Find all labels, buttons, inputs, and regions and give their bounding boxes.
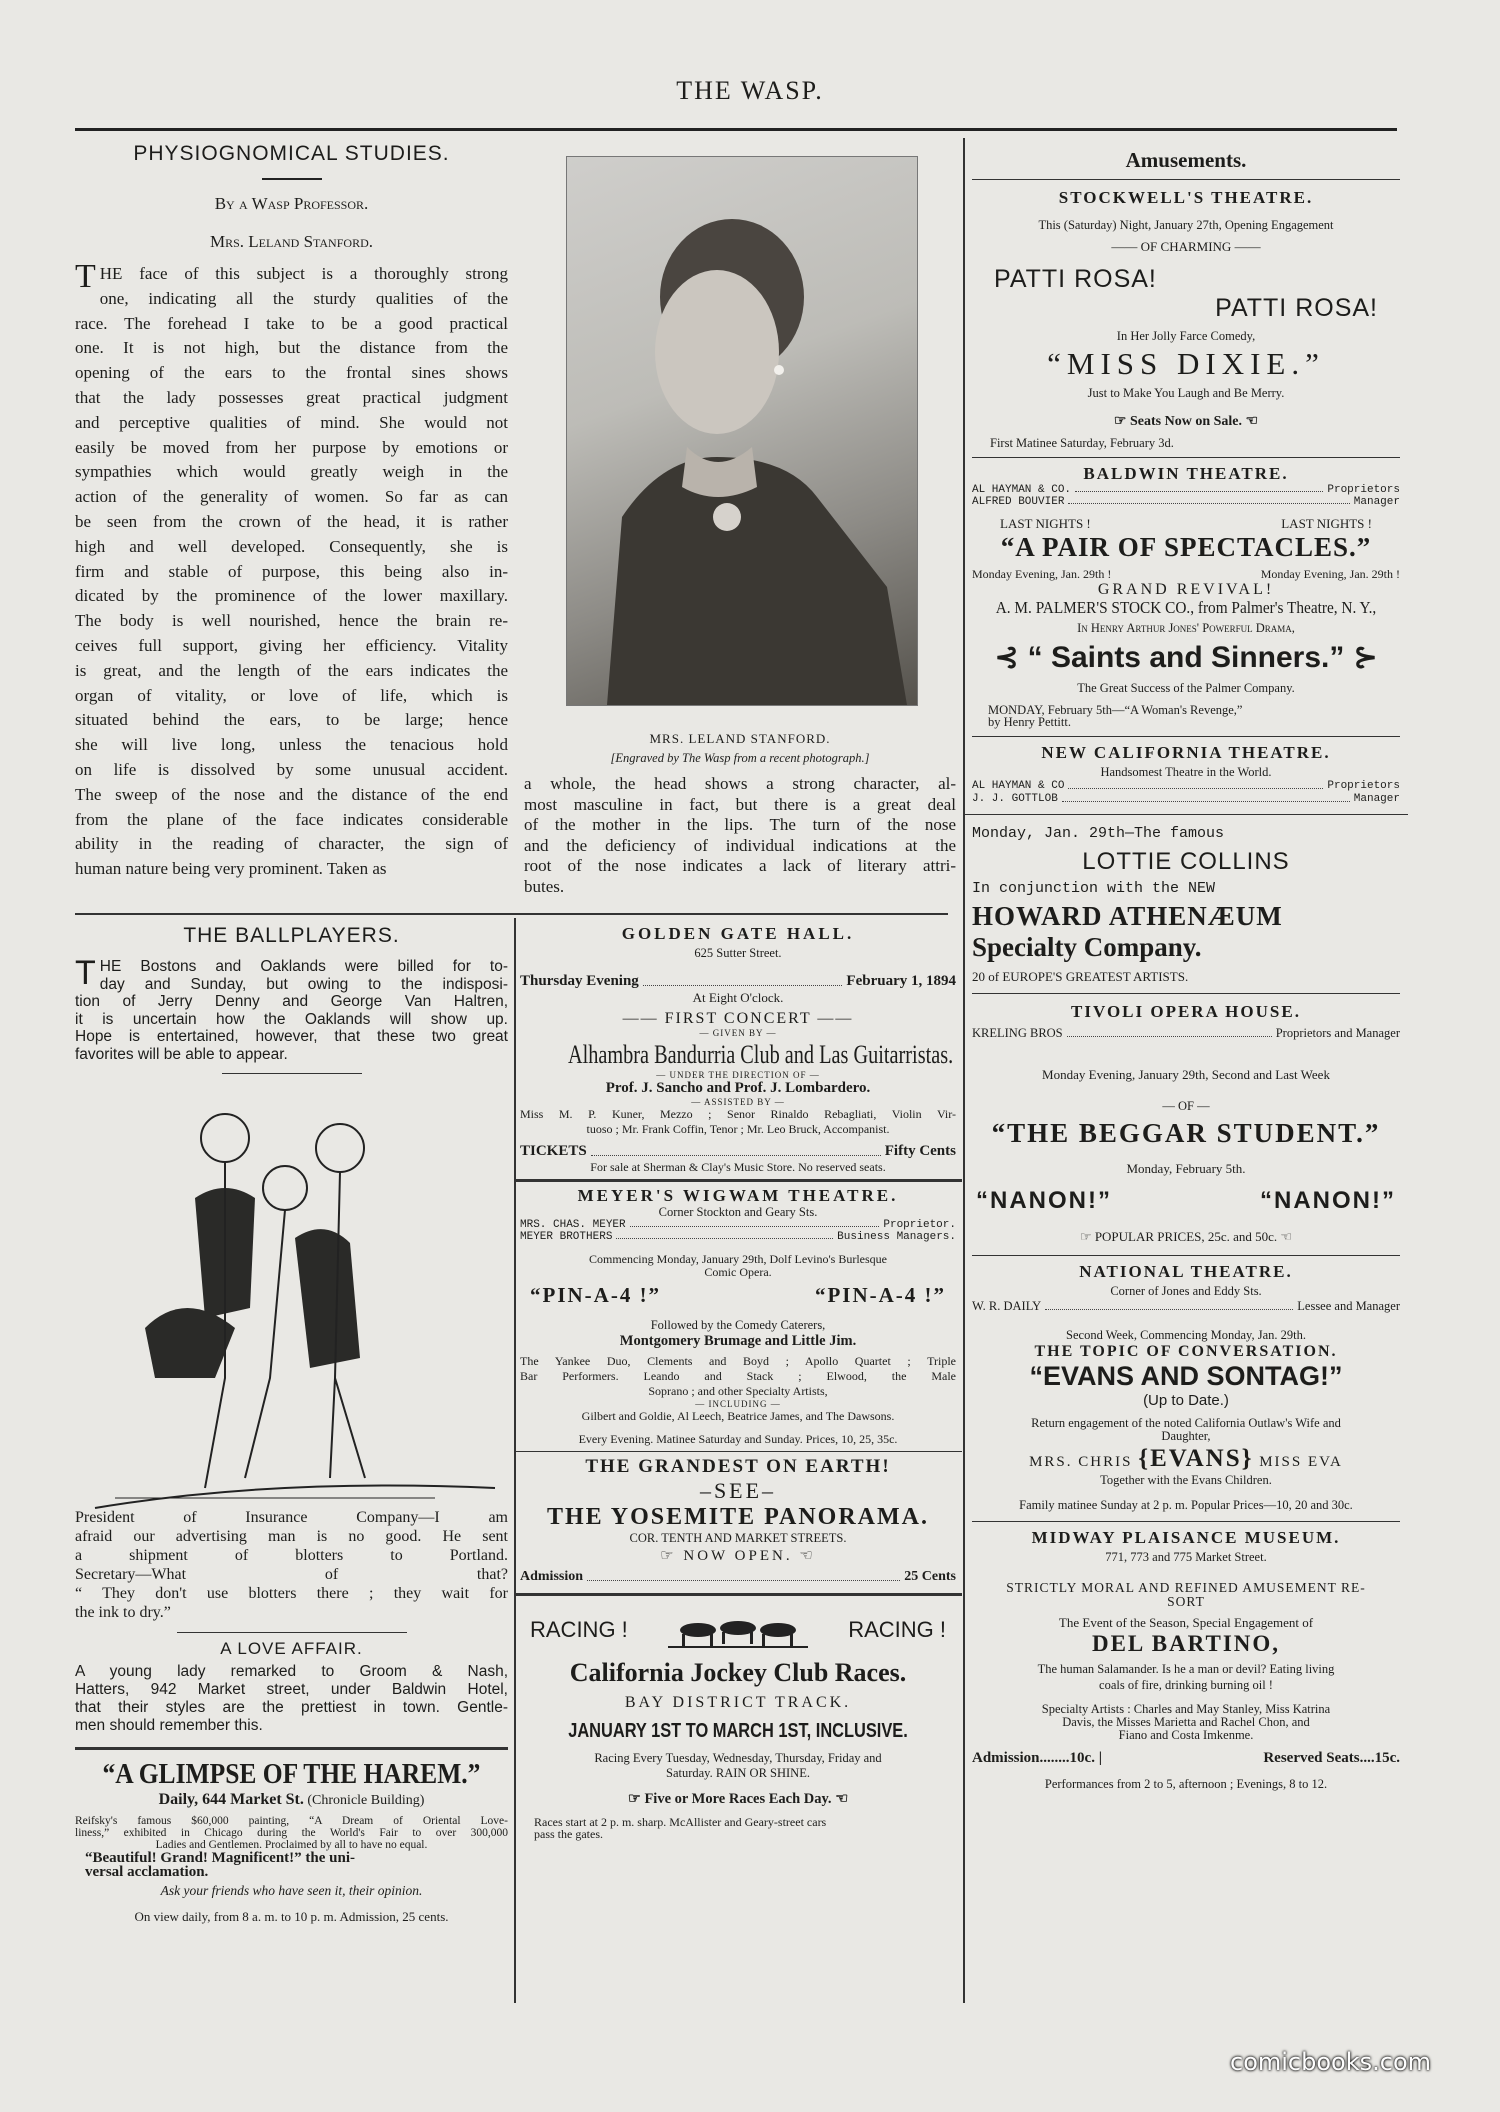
human-line-2: coals of fire, drinking burning oil ! [1099,1678,1273,1692]
text-line: The sweep of the nose and the distance of the end [75,784,508,804]
show-title: “MISS DIXIE.” [1047,346,1325,381]
text-line: day and Sunday, but owing to the indisposi- [99,975,508,993]
midway-plaisance-museum-ad [972,1528,1400,1792]
howard-title: HOWARD ATHENÆUM [972,901,1283,931]
text-line: organ of vitality, or love of life, which is [75,685,508,705]
address: Daily, 644 Market St. [158,1791,304,1808]
owner-row [972,1026,1400,1041]
reserved-label: Reserved Seats [1263,1750,1360,1766]
ad-line: —— OF CHARMING —— [1111,239,1261,254]
prices-text: POPULAR PRICES, 25c. and 50c. [1094,1229,1278,1244]
days-line-1: Racing Every Tuesday, Wednesday, Thursday, Friday and [594,1751,882,1765]
horses-icon [668,1610,808,1650]
rule [972,736,1400,737]
ad-title: NEW CALIFORNIA THEATRE. [1041,743,1331,762]
text-line: ability in the reading of character, the sign of [75,834,508,854]
start-lines [520,1816,956,1840]
date-right: February 1, 1894 [846,973,956,989]
yosemite-panorama-ad [520,1456,956,1585]
text-line: root of the nose indicates a lack of literary attri- [524,856,956,875]
rule [514,1593,962,1596]
page-header: THE WASP. [676,76,824,105]
ad-line: — ASSISTED BY — [691,1097,785,1107]
text-line: tion of Jerry Denny and George Van Haltren, [75,993,508,1010]
ad-line: First Matinee Saturday, February 3d. [990,436,1174,450]
staff-role: Manager [1353,793,1400,805]
rule [177,1632,407,1633]
staff-list [972,780,1400,806]
baldwin-theatre-ad [972,464,1400,728]
nanon-left: “NANON!” [976,1187,1112,1214]
text-line: Soprano ; and other Specialty Artists, [648,1384,828,1398]
rule [964,814,1408,815]
feb-line-1: MONDAY, February 5th—“A Woman's Revenge,” [988,703,1243,717]
stars: Montgomery Brumage and Little Jim. [619,1333,857,1349]
staff-role: Proprietors [1327,484,1400,496]
tickets-left: TICKETS [520,1143,587,1159]
address-note: (Chronicle Building) [307,1793,425,1808]
article-body [75,954,508,1063]
prices-line: ☞ POPULAR PRICES, 25c. and 50c. ☜ [1079,1229,1293,1244]
text-line: opening of the ears to the frontal sines shows [75,363,508,383]
staff-role: Proprietor. [883,1219,956,1231]
star-name: PATTI ROSA! [994,265,1157,293]
staff-role: Proprietors [1327,780,1400,792]
article-title: A LOVE AFFAIR. [220,1639,363,1658]
admission-right: 25 Cents [904,1569,956,1584]
ad-body [75,1815,508,1851]
text-line: human nature being very prominent. Taken as [75,859,387,879]
ad-title: “A GLIMPSE OF THE HAREM.” [102,1758,481,1790]
ad-line: Handsomest Theatre in the World. [1100,765,1272,779]
ballplayers-article [75,924,508,1925]
days-line-2: Saturday. RAIN OR SHINE. [666,1766,810,1780]
text-line: firm and stable of purpose, this being also in- [75,561,508,581]
text-line: action of the generality of women. So far as can [75,487,508,507]
ad-line: This (Saturday) Night, January 27th, Opening Engagement [1038,218,1334,232]
admission-price: 10c. [1069,1750,1095,1766]
acts-lines [520,1354,956,1399]
miss: MISS EVA [1259,1454,1343,1470]
photo-caption: MRS. LELAND STANFORD. [649,731,831,746]
staff-name: AL HAYMAN & CO. [972,484,1072,496]
leader [630,1219,880,1227]
ad-title: GOLDEN GATE HALL. [621,924,855,943]
ad-line: — OF — [1162,1099,1210,1113]
ad-title: California Jockey Club Races. [569,1658,907,1687]
ad-title: THE YOSEMITE PANORAMA. [546,1504,929,1530]
text-line: race. The forehead I take to be a good practical [75,313,508,333]
leader [643,973,843,986]
moral-lines [972,1581,1400,1609]
text-line: liness,” exhibited in Chicago during the World's Fair to over 300,000 [75,1827,508,1839]
leader [616,1231,833,1239]
five-text: Five or More Races Each Day. [644,1791,832,1807]
commencing-line-2: Comic Opera. [704,1265,772,1279]
text-line: be seen from the crown of the head, it is rather [75,511,508,531]
saints-title: ⊰ “ Saints and Sinners.” ⊱ [994,641,1378,674]
title-rule [262,178,322,180]
text-line: Secretary—What of that? [75,1566,508,1583]
show-title: “THE BEGGAR STUDENT.” [991,1118,1381,1148]
admission-row [520,1569,956,1585]
nanon-row [972,1187,1400,1215]
star-name: PATTI ROSA! [1215,294,1378,322]
national-theatre-ad [972,1262,1400,1513]
ad-line: Corner Stockton and Geary Sts. [658,1205,818,1219]
text-line: the ink to dry.” [75,1604,171,1621]
middle-ads-column [520,924,956,1840]
return-lines [972,1417,1400,1443]
rule [972,179,1400,180]
staff-row [520,1231,956,1243]
right-column-divider [963,138,965,2003]
address-line [75,1791,508,1809]
text-line: Hope is entertained, however, that these two great [75,1028,508,1045]
grandest: THE GRANDEST ON EARTH! [585,1456,891,1477]
rule [972,1521,1400,1522]
ad-line: For sale at Sherman & Clay's Music Store. No reserved seats. [590,1160,886,1174]
evans-row: MRS. CHRIS {EVANS} MISS EVA [1029,1445,1343,1472]
ad-line: Monday, Jan. 29th—The famous [972,825,1225,842]
staff-role: Business Managers. [837,1231,956,1243]
staff-list [972,484,1400,508]
text-line: high and well developed. Consequently, she is [75,536,508,556]
ad-line: In Henry Arthur Jones' Powerful Drama, [1077,621,1295,635]
tivoli-opera-house-ad [972,1002,1400,1245]
upto: (Up to Date.) [1143,1392,1229,1409]
racing-left: RACING ! [530,1617,628,1642]
human-line-1: The human Salamander. Is he a man or devil? Eating living [1037,1662,1335,1676]
owner: KRELING BROS [972,1026,1063,1040]
byline: By a Wasp Professor. [214,194,369,213]
text-line: men should remember this. [75,1717,263,1734]
ad-title: TIVOLI OPERA HOUSE. [1071,1002,1301,1021]
start-line-1: Races start at 2 p. m. sharp. McAllister and Geary-street cars [534,1815,827,1829]
text-line: “ They don't use blotters there ; they wait for [75,1585,508,1602]
acclaim-line-2: versal acclamation. [85,1864,209,1880]
text-line: The body is well nourished, hence the brain re- [75,611,508,631]
staff-role: Manager [1353,496,1400,508]
ad-line: Gilbert and Goldie, Al Leech, Beatrice James, and The Dawsons. [581,1409,895,1423]
rule [514,1179,962,1182]
rule [514,1451,962,1452]
leader [587,1569,900,1581]
mrs: MRS. CHRIS [1029,1454,1133,1470]
admission-label: Admission [972,1750,1040,1766]
ad-title: NATIONAL THEATRE. [1079,1262,1293,1281]
acclaim [75,1851,508,1879]
rule [972,457,1400,458]
watermark: comicbooks.com [1230,2048,1432,2076]
portrait-photo [566,156,918,706]
rule [222,1073,362,1074]
saints-text: “ Saints and Sinners.” [1027,641,1345,674]
open-text: NOW OPEN. [683,1548,793,1564]
text-line: butes. [524,876,565,896]
article-body [75,258,508,882]
header-rule [75,128,1397,131]
owner-row [972,1299,1400,1314]
seats-text: Seats Now on Sale. [1129,414,1242,429]
portrait-illustration [567,157,917,705]
feb-line-2: by Henry Pettitt. [988,715,1071,729]
text-line: and perceptive qualities of mind. She would not [75,412,508,432]
concert-text: FIRST CONCERT [664,1010,812,1027]
human-lines [972,1661,1400,1693]
staff-list [520,1219,956,1243]
ad-line: — UNDER THE DIRECTION OF — [656,1070,820,1080]
topic: THE TOPIC OF CONVERSATION. [1034,1343,1338,1360]
ad-line: Together with the Evans Children. [1100,1473,1272,1487]
staff-name: MRS. CHAS. MEYER [520,1219,626,1231]
ad-line: Just to Make You Laugh and Be Merry. [1087,386,1285,400]
special-line-3: Fiano and Costa Imkenme. [1118,1728,1254,1742]
ad-line: 771, 773 and 775 Market Street. [1105,1550,1267,1564]
show-title: “A PAIR OF SPECTACLES.” [1000,532,1372,562]
last-nights-left: LAST NIGHTS ! [1000,516,1091,531]
show-left: “PIN-A-4 !” [530,1283,662,1307]
tickets-right: Fifty Cents [884,1143,956,1159]
staff-name: MEYER BROTHERS [520,1231,613,1243]
ad-title: BALDWIN THEATRE. [1083,464,1289,483]
staff-name: J. J. GOTTLOB [972,793,1058,805]
text-line: tuoso ; Mr. Frank Coffin, Tenor ; Mr. Leo Bruck, Accompanist. [586,1122,890,1136]
staff-row [972,793,1400,806]
jockey-club-ad [520,1604,956,1840]
article-title: THE BALLPLAYERS. [183,924,400,947]
text-line: THE Bostons and Oaklands were billed for to- [75,954,508,992]
photo-credit: [Engraved by The Wasp from a recent photograph.] [610,751,870,765]
concert: —— FIRST CONCERT —— [622,1010,854,1027]
ad-line [972,704,1400,728]
date-left: Thursday Evening [520,973,639,989]
cartoon-illustration [75,1078,508,1518]
ad-line: The Event of the Season, Special Engagement of [1058,1615,1314,1630]
ad-line: — GIVEN BY — [699,1028,777,1038]
golden-gate-hall-ad [520,924,956,1175]
text-line: easily be moved from her purpose by emotions or [75,437,508,457]
ad-title: MIDWAY PLAISANCE MUSEUM. [1031,1528,1341,1547]
text-line: Ladies and Gentlemen. Proclaimed by all to have no equal. [155,1839,428,1851]
text-line: on life is dissolved by some unusual accident. [75,759,508,779]
ad-line: COR. TENTH AND MARKET STREETS. [629,1531,847,1545]
text-line: afraid our advertising man is no good. He sent [75,1528,508,1545]
text-line: it is uncertain how the Oaklands will show up. [75,1010,508,1028]
evans: EVANS [1150,1445,1242,1472]
star-name: DEL BARTINO, [1091,1631,1281,1656]
text-line: and the deficiency of individual indications at the [524,835,956,855]
palmer-line: A. M. PALMER'S STOCK CO., from Palmer's Theatre, N. Y., [995,598,1377,617]
text-line: President of Insurance Company—I am [75,1509,508,1526]
show-row [520,1283,956,1308]
stockwell-theatre-ad [972,188,1400,451]
cartoon-caption [75,1508,508,1622]
harem-ad [75,1758,508,1925]
track: BAY DISTRICT TRACK. [624,1694,852,1711]
meyers-wigwam-ad [520,1186,956,1447]
last-nights [972,516,1400,532]
ask-line: Ask your friends who have seen it, their opinion. [160,1883,423,1898]
text-line: favorites will be able to appear. [75,1045,288,1063]
ad-line: Family matinee Sunday at 2 p. m. Popular Prices—10, 20 and 30c. [1019,1498,1353,1512]
moral-line-2: SORT [1167,1594,1205,1609]
show-title: “EVANS AND SONTAG!” [1029,1361,1343,1391]
text-line: Hatters, 942 Market street, under Baldwin Hotel, [75,1681,508,1698]
love-affair-article [75,1639,508,1735]
see: –SEE– [699,1478,777,1503]
leader [1067,1026,1272,1037]
open-line: ☞ NOW OPEN. ☜ [660,1548,816,1564]
mid-page-rule [75,913,948,915]
article-title: PHYSIOGNOMICAL STUDIES. [133,142,450,165]
text-line: sympathies which would greatly weigh in the [75,462,508,482]
view-line: On view daily, from 8 a. m. to 10 p. m. Admission, 25 cents. [134,1909,449,1924]
staff-row [972,496,1400,508]
monday-left: Monday Evening, Jan. 29th ! [972,567,1112,581]
seats-line: ☞ Seats Now on Sale. ☜ [1113,414,1259,429]
role: Lessee and Manager [1297,1299,1400,1313]
ad-line: Performances from 2 to 5, afternoon ; Evenings, 8 to 12. [1044,1777,1328,1791]
nanon-right: “NANON!” [1260,1187,1396,1214]
text-line: one, indicating all the sturdy qualities of the [99,288,508,308]
commencing-line-1: Commencing Monday, January 29th, Dolf Levino's Burlesque [588,1252,887,1266]
assist-lines [520,1107,956,1137]
text-line: is great, and the length of the ears indicates the [75,660,508,680]
dates: JANUARY 1ST TO MARCH 1ST, INCLUSIVE. [568,1720,908,1742]
leader [1062,793,1350,802]
return-line-1: Return engagement of the noted California Outlaw's Wife and [1031,1416,1341,1430]
commencing-lines [520,1253,956,1279]
role: Proprietors and Manager [1275,1026,1400,1040]
acclaim-line-1: “Beautiful! Grand! Magnificent!” the uni- [85,1850,355,1866]
monday-row [972,567,1400,582]
racing-row [520,1604,956,1650]
club-name: Alhambra Bandurria Club and Las Guitarristas. [567,1040,954,1069]
five-line: ☞ Five or More Races Each Day. ☜ [627,1791,849,1807]
leader [1075,484,1323,492]
text-line: Reifsky's famous $60,000 painting, “A Dream of Oriental Love- [75,1815,508,1827]
text-line: THE face of this subject is a thoroughly strong [75,258,508,295]
staff-row [972,780,1400,793]
staff-name: ALFRED BOUVIER [972,496,1065,508]
ad-line: — INCLUDING — [695,1399,781,1409]
text-line: ceives full support, giving her efficiency. Vitality [75,635,508,655]
ad-line: In Her Jolly Farce Comedy, [1116,329,1256,343]
ad-title: MEYER'S WIGWAM THEATRE. [577,1186,899,1205]
admission-left: Admission [520,1569,584,1584]
text-line: A young lady remarked to Groom & Nash, [75,1663,508,1680]
leader [591,1143,881,1156]
text-line: that their styles are the prettiest in town. Gentle- [75,1699,508,1716]
rule [972,1255,1400,1256]
ad-line: Monday Evening, January 29th, Second and Last Week [1042,1067,1330,1082]
staff-row [520,1219,956,1231]
specialty-title: Specialty Company. [972,932,1202,962]
text-line: from the plane of the face indicates considerable [75,809,508,829]
text-line: most masculine in fact, but there is a great deal [524,794,956,814]
lower-column-divider [514,918,516,2003]
text-line: one. It is not high, but the distance from the [75,338,508,358]
leader [1068,780,1323,789]
text-line: Miss M. P. Kuner, Mezzo ; Senor Rinaldo Rebagliati, Violin Vir- [520,1107,956,1121]
revival: GRAND REVIVAL! [1097,581,1275,598]
text-line: dicated by the prominence of the lower maxillary. [75,586,508,606]
leader [1045,1299,1293,1310]
return-line-2: Daughter, [1161,1429,1211,1443]
text-line: she will live long, unless the tenacious hold [75,735,508,755]
moral-line-1: STRICTLY MORAL AND REFINED AMUSEMENT RE- [1006,1580,1366,1595]
ad-line: Monday, February 5th. [1126,1161,1246,1176]
ad-line: 625 Sutter Street. [694,946,782,960]
special-line-2: Davis, the Misses Marietta and Rachel Chon, and [1062,1715,1310,1729]
subject-line: Mrs. Leland Stanford. [209,232,373,251]
staff-name: AL HAYMAN & CO [972,780,1065,792]
profs: Prof. J. Sancho and Prof. J. Lombardero. [605,1080,871,1096]
article-body [75,1663,508,1735]
article-continuation [524,774,956,897]
special-line-1: Specialty Artists : Charles and May Stanley, Miss Katrina [1041,1702,1331,1716]
new-california-theatre-ad [972,743,1400,985]
amusements-column [972,138,1400,1792]
physiognomical-studies-article [75,138,508,882]
racing-right: RACING ! [848,1617,946,1642]
owner: W. R. DAILY [972,1299,1042,1313]
admission-row: Admission........10c. | Reserved Seats....15c. [972,1750,1400,1766]
text-line: The Yankee Duo, Clements and Boyd ; Apollo Quartet ; Triple [520,1354,956,1368]
ad-line: The Great Success of the Palmer Company. [1077,681,1295,695]
text-line: a shipment of blotters to Portland. [75,1547,508,1564]
ad-line: 20 of EUROPE'S GREATEST ARTISTS. [972,969,1189,984]
amusements-heading: Amusements. [1125,148,1247,172]
days-lines [520,1751,956,1781]
ad-line: Corner of Jones and Eddy Sts. [1110,1284,1262,1298]
ad-line: In conjunction with the NEW [972,880,1216,897]
tickets-row [520,1143,956,1160]
specialty-lines [972,1703,1400,1742]
text-line: Bar Performers. Leando and Stack ; Elwood, the Male [520,1369,956,1383]
text-line: that the lady possesses great practical judgment [75,387,508,407]
ad-line: Every Evening. Matinee Saturday and Sunday. Prices, 10, 25, 35c. [578,1432,898,1446]
ad-line: Followed by the Comedy Caterers, [650,1318,826,1332]
monday-right: Monday Evening, Jan. 29th ! [1260,567,1400,581]
ad-line: Second Week, Commencing Monday, Jan. 29th. [1066,1328,1306,1342]
reserved-price: 15c. [1374,1750,1400,1766]
text-line: a whole, the head shows a strong character, al- [524,774,956,793]
staff-row [972,484,1400,496]
rule [972,993,1400,994]
leader [1068,496,1349,504]
text-line: situated behind the ears, to be large; hence [75,710,508,730]
rule [75,1747,508,1750]
star-name: LOTTIE COLLINS [1082,848,1290,875]
last-nights-right: LAST NIGHTS ! [1281,516,1372,531]
show-right: “PIN-A-4 !” [814,1283,946,1307]
text-line: of the mother in the lips. The turn of the nose [524,815,956,834]
ad-line: At Eight O'clock. [692,990,784,1005]
start-line-2: pass the gates. [534,1827,603,1841]
ad-title: STOCKWELL'S THEATRE. [1058,188,1314,207]
date-row [520,973,956,990]
